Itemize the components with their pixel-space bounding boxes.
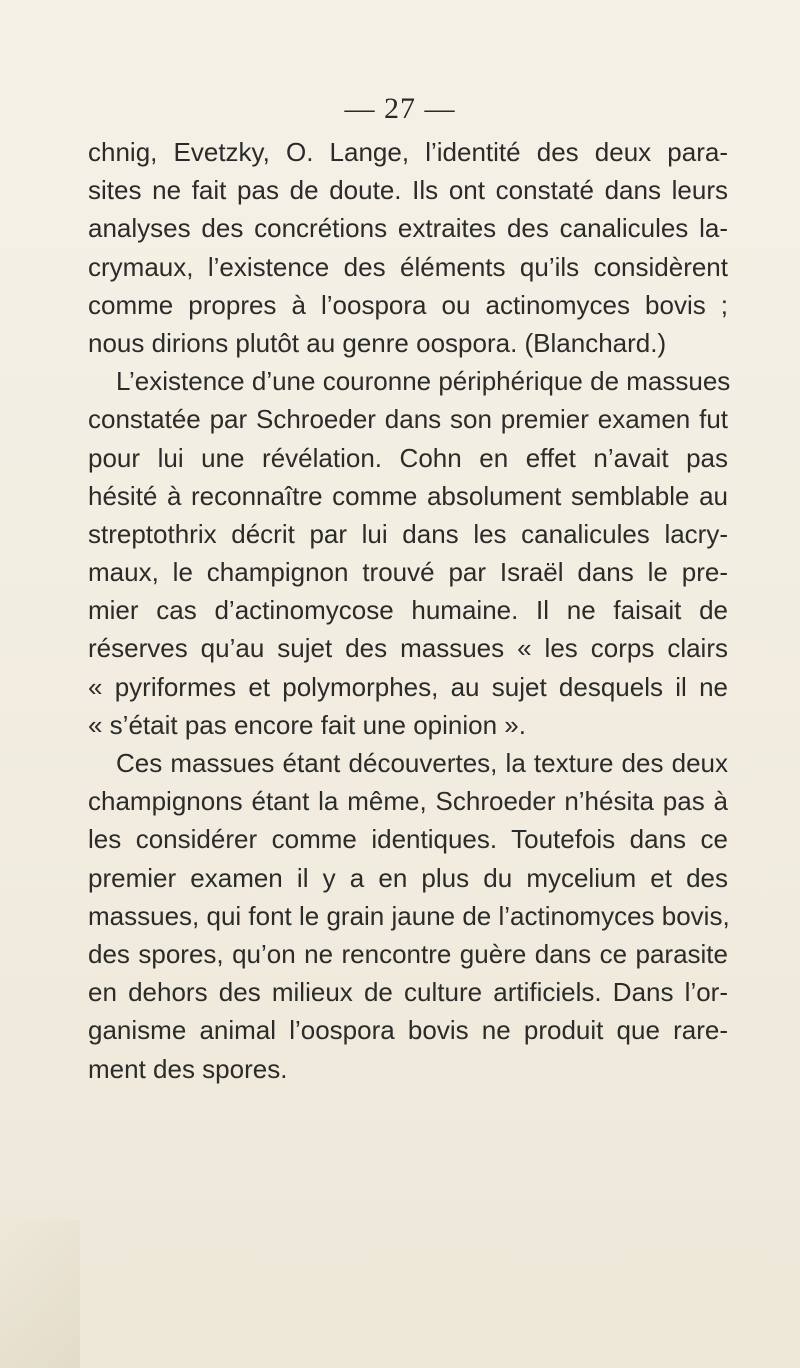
text-line: les considérer comme identiques. Toutefois dans ce: [88, 824, 728, 855]
text-line: « s’était pas encore fait une opinion ».: [88, 709, 526, 740]
text-line: nous dirions plutôt au genre oospora. (Blanchard.): [88, 327, 667, 358]
page-corner-shading: [0, 1220, 80, 1368]
text-line: pour lui une révélation. Cohn en effet n’avait pas: [88, 442, 728, 473]
text-line: « pyriformes et polymorphes, au sujet desquels il ne: [88, 671, 728, 702]
page-number: — 27 —: [344, 92, 456, 125]
text-line: sites ne fait pas de doute. Ils ont constaté dans leurs: [88, 175, 728, 206]
text-line: streptothrix décrit par lui dans les canalicules lacry-: [88, 518, 728, 549]
text-line: hésité à reconnaître comme absolument semblable au: [88, 480, 728, 511]
text-line: chnig, Evetzky, O. Lange, l’identité des deux para-: [88, 137, 728, 167]
text-line: ment des spores.: [88, 1053, 288, 1084]
text-line: analyses des concrétions extraites des canalicules la-: [88, 213, 728, 244]
text-line: comme propres à l’oospora ou actinomyces bovis ;: [88, 289, 728, 320]
text-line: champignons étant la même, Schroeder n’hésita pas à: [88, 786, 728, 817]
text-line: en dehors des milieux de culture artificiels. Dans l’or-: [88, 977, 728, 1008]
text-line: des spores, qu’on ne rencontre guère dans ce parasite: [88, 938, 728, 969]
text-line: ganisme animal l’oospora bovis ne produit que rare-: [88, 1015, 728, 1046]
text-line: mier cas d’actinomycose humaine. Il ne faisait de: [88, 595, 728, 626]
text-line: constatée par Schroeder dans son premier examen fut: [88, 404, 728, 435]
text-line: réserves qu’au sujet des massues « les corps clairs: [88, 633, 728, 664]
text-line: L’existence d’une couronne périphérique de massues: [116, 366, 731, 397]
body-text: [88, 133, 731, 1088]
text-line: premier examen il y a en plus du mycelium et des: [88, 862, 728, 893]
text-line: Ces massues étant découvertes, la texture des deux: [116, 748, 728, 778]
text-line: massues, qui font le grain jaune de l’actinomyces bovis,: [88, 900, 730, 931]
text-line: crymaux, l’existence des éléments qu’ils considèrent: [88, 251, 728, 282]
text-line: maux, le champignon trouvé par Israël dans le pre-: [88, 557, 728, 588]
